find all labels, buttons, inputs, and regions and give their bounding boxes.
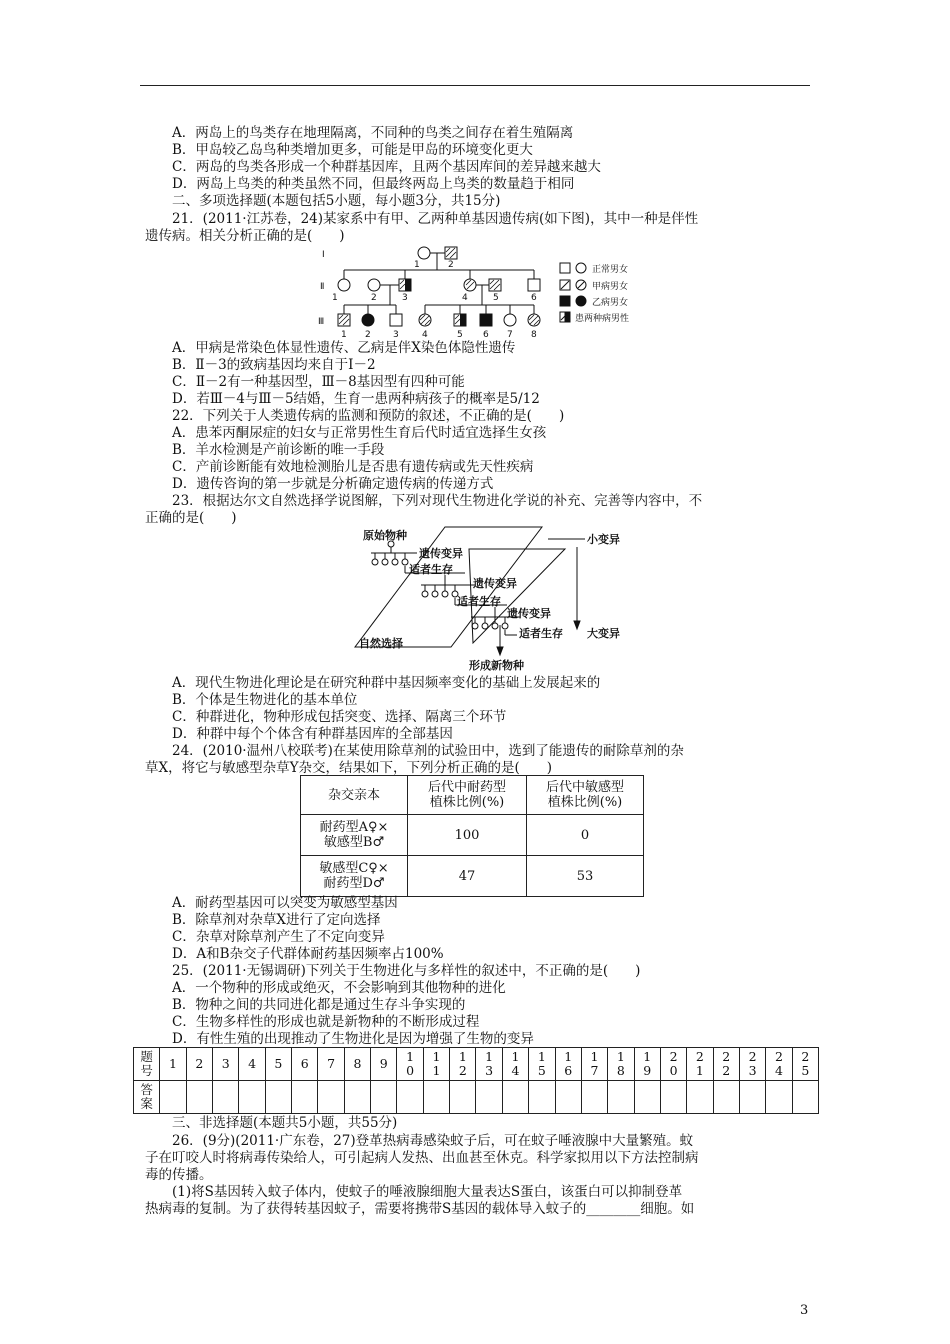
q24-option-b: B．除草剂对杂草X进行了定向选择 (172, 912, 381, 928)
table-cell-parents: 敏感型C♀× 耐药型D♂ (301, 856, 408, 897)
answer-blank-6[interactable] (292, 1081, 318, 1114)
pedigree-diagram (310, 240, 680, 340)
label-large-variation: 大变异 (587, 627, 620, 640)
answer-blank-21[interactable] (687, 1081, 713, 1114)
table-header-parents: 杂交亲本 (301, 776, 408, 815)
q26-line-5: 热病毒的复制。为了获得转基因蚊子，需要将携带S基因的载体导入蚊子的________细胞。如 (145, 1201, 695, 1217)
answer-number-20: 2 0 (660, 1048, 686, 1081)
q22-option-d: D．遗传咨询的第一步就是分析确定遗传病的传递方式 (172, 476, 494, 492)
q21-option-b: B．Ⅱ－3的致病基因均来自于Ⅰ－2 (172, 357, 376, 373)
q23-stem-2: 正确的是( ) (145, 510, 237, 526)
answer-blank-24[interactable] (766, 1081, 792, 1114)
table-cell: 47 (408, 856, 527, 897)
q25-option-c: C．生物多样性的形成也就是新物种的不断形成过程 (172, 1014, 480, 1030)
q21-option-c: C．Ⅱ－2有一种基因型，Ⅲ－8基因型有四种可能 (172, 374, 465, 390)
answer-table (133, 1047, 819, 1114)
q24-stem-2: 草X，将它与敏感型杂草Y杂交，结果如下，下列分析正确的是( ) (145, 760, 553, 776)
q25-stem: 25．(2011·无锡调研)下列关于生物进化与多样性的叙述中，不正确的是( ) (172, 963, 641, 979)
answer-blank-23[interactable] (739, 1081, 765, 1114)
q22-option-a: A．患苯丙酮尿症的妇女与正常男性生育后代时适宜选择生女孩 (172, 425, 547, 441)
label-new-species: 形成新物种 (469, 659, 524, 672)
svg-text:3: 3 (393, 330, 399, 340)
legend-disease-a: 甲病男女 (592, 282, 629, 292)
q24-stem-1: 24．(2010·温州八校联考)在某使用除草剂的试验田中，选到了能遗传的耐除草剂的杂 (172, 743, 684, 759)
q26-line-3: 毒的传播。 (145, 1167, 213, 1183)
answer-number-13: 1 3 (476, 1048, 502, 1081)
svg-text:4: 4 (422, 330, 428, 340)
answer-number-10: 1 0 (397, 1048, 423, 1081)
svg-text:2: 2 (365, 330, 371, 340)
answer-blank-1[interactable] (160, 1081, 186, 1114)
legend-both: 患两种病男性 (575, 314, 630, 324)
answer-blank-16[interactable] (555, 1081, 581, 1114)
answer-number-22: 2 2 (713, 1048, 739, 1081)
answer-blank-3[interactable] (213, 1081, 239, 1114)
answer-number-1: 1 (160, 1048, 186, 1081)
answer-blank-18[interactable] (608, 1081, 634, 1114)
answer-number-16: 1 6 (555, 1048, 581, 1081)
q26-line-1: 26．(9分)(2011·广东卷，27)登革热病毒感染蚊子后，可在蚊子唾液腺中大量繁殖。蚊 (172, 1133, 694, 1149)
label-variation-1: 遗传变异 (419, 547, 463, 560)
answer-number-18: 1 8 (608, 1048, 634, 1081)
answer-blank-8[interactable] (344, 1081, 370, 1114)
generation-label-1: Ⅰ (322, 250, 325, 260)
legend-normal: 正常男女 (592, 265, 629, 275)
answer-number-6: 6 (292, 1048, 318, 1081)
pedigree-iii7 (504, 314, 516, 326)
table-row (301, 815, 644, 856)
label-survival-2: 适者生存 (457, 595, 501, 608)
answer-blank-2[interactable] (186, 1081, 212, 1114)
answer-number-15: 1 5 (529, 1048, 555, 1081)
q20-option-d: D．两岛上鸟类的种类虽然不同，但最终两岛上鸟类的数量趋于相同 (172, 176, 575, 192)
answer-blank-9[interactable] (371, 1081, 397, 1114)
svg-text:8: 8 (531, 330, 537, 340)
q23-option-b: B．个体是生物进化的基本单位 (172, 692, 358, 708)
table-cell: 100 (408, 815, 527, 856)
label-survival-1: 适者生存 (409, 563, 453, 576)
label-original-species: 原始物种 (363, 529, 407, 542)
svg-text:2: 2 (371, 293, 377, 303)
q25-option-a: A．一个物种的形成或绝灭，不会影响到其他物种的进化 (172, 980, 506, 996)
q20-option-c: C．两岛的鸟类各形成一个种群基因库，且两个基因库间的差异越来越大 (172, 159, 601, 175)
table-row (301, 856, 644, 897)
q24-option-a: A．耐药型基因可以突变为敏感型基因 (172, 895, 398, 911)
answer-number-11: 1 1 (423, 1048, 449, 1081)
answer-label-question: 题 号 (134, 1048, 160, 1081)
q21-option-d: D．若Ⅲ－4与Ⅲ－5结婚，生育一患两种病孩子的概率是5/12 (172, 391, 540, 407)
answer-number-7: 7 (318, 1048, 344, 1081)
section3-title: 三、非选择题(本题共5小题，共55分) (172, 1115, 398, 1131)
table-row (134, 1081, 819, 1114)
answer-number-8: 8 (344, 1048, 370, 1081)
q25-option-b: B．物种之间的共同进化都是通过生存斗争实现的 (172, 997, 466, 1013)
answer-blank-13[interactable] (476, 1081, 502, 1114)
answer-blank-5[interactable] (265, 1081, 291, 1114)
svg-text:1: 1 (341, 330, 347, 340)
pedigree-iii6 (480, 314, 492, 326)
q21-option-a: A．甲病是常染色体显性遗传、乙病是伴X染色体隐性遗传 (172, 340, 516, 356)
answer-number-23: 2 3 (739, 1048, 765, 1081)
table-header-sensitive: 后代中敏感型 植株比例(%) (527, 776, 644, 815)
pedigree-ii6 (528, 279, 540, 291)
table-row (134, 1048, 819, 1081)
pedigree-i1-female (418, 247, 430, 259)
q26-line-4: (1)将S基因转入蚊子体内，使蚊子的唾液腺细胞大量表达S蛋白，该蛋白可以抑制登革 (172, 1184, 683, 1200)
svg-text:5: 5 (493, 293, 499, 303)
answer-label-answer: 答 案 (134, 1081, 160, 1114)
q20-option-a: A．两岛上的鸟类存在地理隔离，不同种的鸟类之间存在着生殖隔离 (172, 125, 574, 141)
svg-text:5: 5 (457, 330, 463, 340)
answer-blank-19[interactable] (634, 1081, 660, 1114)
answer-blank-14[interactable] (502, 1081, 528, 1114)
svg-text:1: 1 (414, 260, 420, 270)
label-small-variation: 小变异 (587, 533, 620, 546)
table-cell-parents: 耐药型A♀× 敏感型B♂ (301, 815, 408, 856)
answer-blank-4[interactable] (239, 1081, 265, 1114)
answer-number-4: 4 (239, 1048, 265, 1081)
answer-blank-7[interactable] (318, 1081, 344, 1114)
svg-text:4: 4 (462, 293, 468, 303)
section2-title: 二、多项选择题(本题包括5小题，每小题3分，共15分) (172, 193, 501, 209)
answer-number-14: 1 4 (502, 1048, 528, 1081)
label-variation-2: 遗传变异 (473, 577, 517, 590)
answer-number-2: 2 (186, 1048, 212, 1081)
q24-option-d: D．A和B杂交子代群体耐药基因频率占100% (172, 946, 444, 962)
answer-number-25: 2 5 (792, 1048, 818, 1081)
answer-number-5: 5 (265, 1048, 291, 1081)
answer-number-9: 9 (371, 1048, 397, 1081)
answer-blank-11[interactable] (423, 1081, 449, 1114)
table-cell: 0 (527, 815, 644, 856)
q21-stem-1: 21．(2011·江苏卷，24)某家系中有甲、乙两种单基因遗传病(如下图)，其中一种是伴性 (172, 211, 699, 227)
answer-blank-12[interactable] (450, 1081, 476, 1114)
page-number: 3 (800, 1303, 809, 1318)
answer-number-21: 2 1 (687, 1048, 713, 1081)
pedigree-iii2 (362, 314, 374, 326)
table-row (301, 776, 644, 815)
svg-text:3: 3 (402, 293, 408, 303)
q24-option-c: C．杂草对除草剂产生了不定向变异 (172, 929, 385, 945)
q23-option-a: A．现代生物进化理论是在研究种群中基因频率变化的基础上发展起来的 (172, 675, 601, 691)
answer-blank-25[interactable] (792, 1081, 818, 1114)
pedigree-ii1 (338, 279, 350, 291)
svg-text:1: 1 (332, 293, 338, 303)
svg-text:6: 6 (531, 293, 537, 303)
q23-option-d: D．种群中每个个体含有种群基因库的全部基因 (172, 726, 453, 742)
svg-text:6: 6 (483, 330, 489, 340)
answer-number-19: 1 9 (634, 1048, 660, 1081)
answer-blank-22[interactable] (713, 1081, 739, 1114)
cross-results-table (300, 775, 644, 897)
svg-text:2: 2 (448, 260, 454, 270)
header-rule (140, 85, 810, 86)
table-header-resistant: 后代中耐药型 植株比例(%) (408, 776, 527, 815)
q26-line-2: 子在叮咬人时将病毒传染给人，可引起病人发热、出血甚至休克。科学家拟用以下方法控制病 (145, 1150, 699, 1166)
q20-option-b: B．甲岛较乙岛鸟种类增加更多，可能是甲岛的环境变化更大 (172, 142, 533, 158)
q23-stem-1: 23．根据达尔文自然选择学说图解，下列对现代生物进化学说的补充、完善等内容中，不 (172, 493, 703, 509)
answer-number-24: 2 4 (766, 1048, 792, 1081)
label-variation-3: 遗传变异 (507, 607, 551, 620)
legend-disease-b: 乙病男女 (592, 298, 629, 308)
pedigree-iii3 (390, 314, 402, 326)
q22-option-c: C．产前诊断能有效地检测胎儿是否患有遗传病或先天性疾病 (172, 459, 534, 475)
generation-label-2: Ⅱ (320, 282, 325, 292)
answer-number-3: 3 (213, 1048, 239, 1081)
pedigree-ii2 (368, 279, 380, 291)
table-cell: 53 (527, 856, 644, 897)
answer-blank-17[interactable] (581, 1081, 607, 1114)
answer-blank-20[interactable] (660, 1081, 686, 1114)
q22-option-b: B．羊水检测是产前诊断的唯一手段 (172, 442, 385, 458)
q23-option-c: C．种群进化，物种形成包括突变、选择、隔离三个环节 (172, 709, 507, 725)
svg-text:7: 7 (507, 330, 513, 340)
label-survival-3: 适者生存 (519, 627, 563, 640)
answer-blank-10[interactable] (397, 1081, 423, 1114)
generation-label-3: Ⅲ (318, 317, 325, 327)
answer-number-17: 1 7 (581, 1048, 607, 1081)
answer-blank-15[interactable] (529, 1081, 555, 1114)
q25-option-d: D．有性生殖的出现推动了生物进化是因为增强了生物的变异 (172, 1031, 534, 1047)
evolution-diagram (345, 525, 645, 673)
answer-number-12: 1 2 (450, 1048, 476, 1081)
label-natural-selection: 自然选择 (359, 637, 403, 650)
q22-stem: 22．下列关于人类遗传病的监测和预防的叙述，不正确的是( ) (172, 408, 565, 424)
q21-stem-2: 遗传病。相关分析正确的是( ) (145, 228, 345, 244)
